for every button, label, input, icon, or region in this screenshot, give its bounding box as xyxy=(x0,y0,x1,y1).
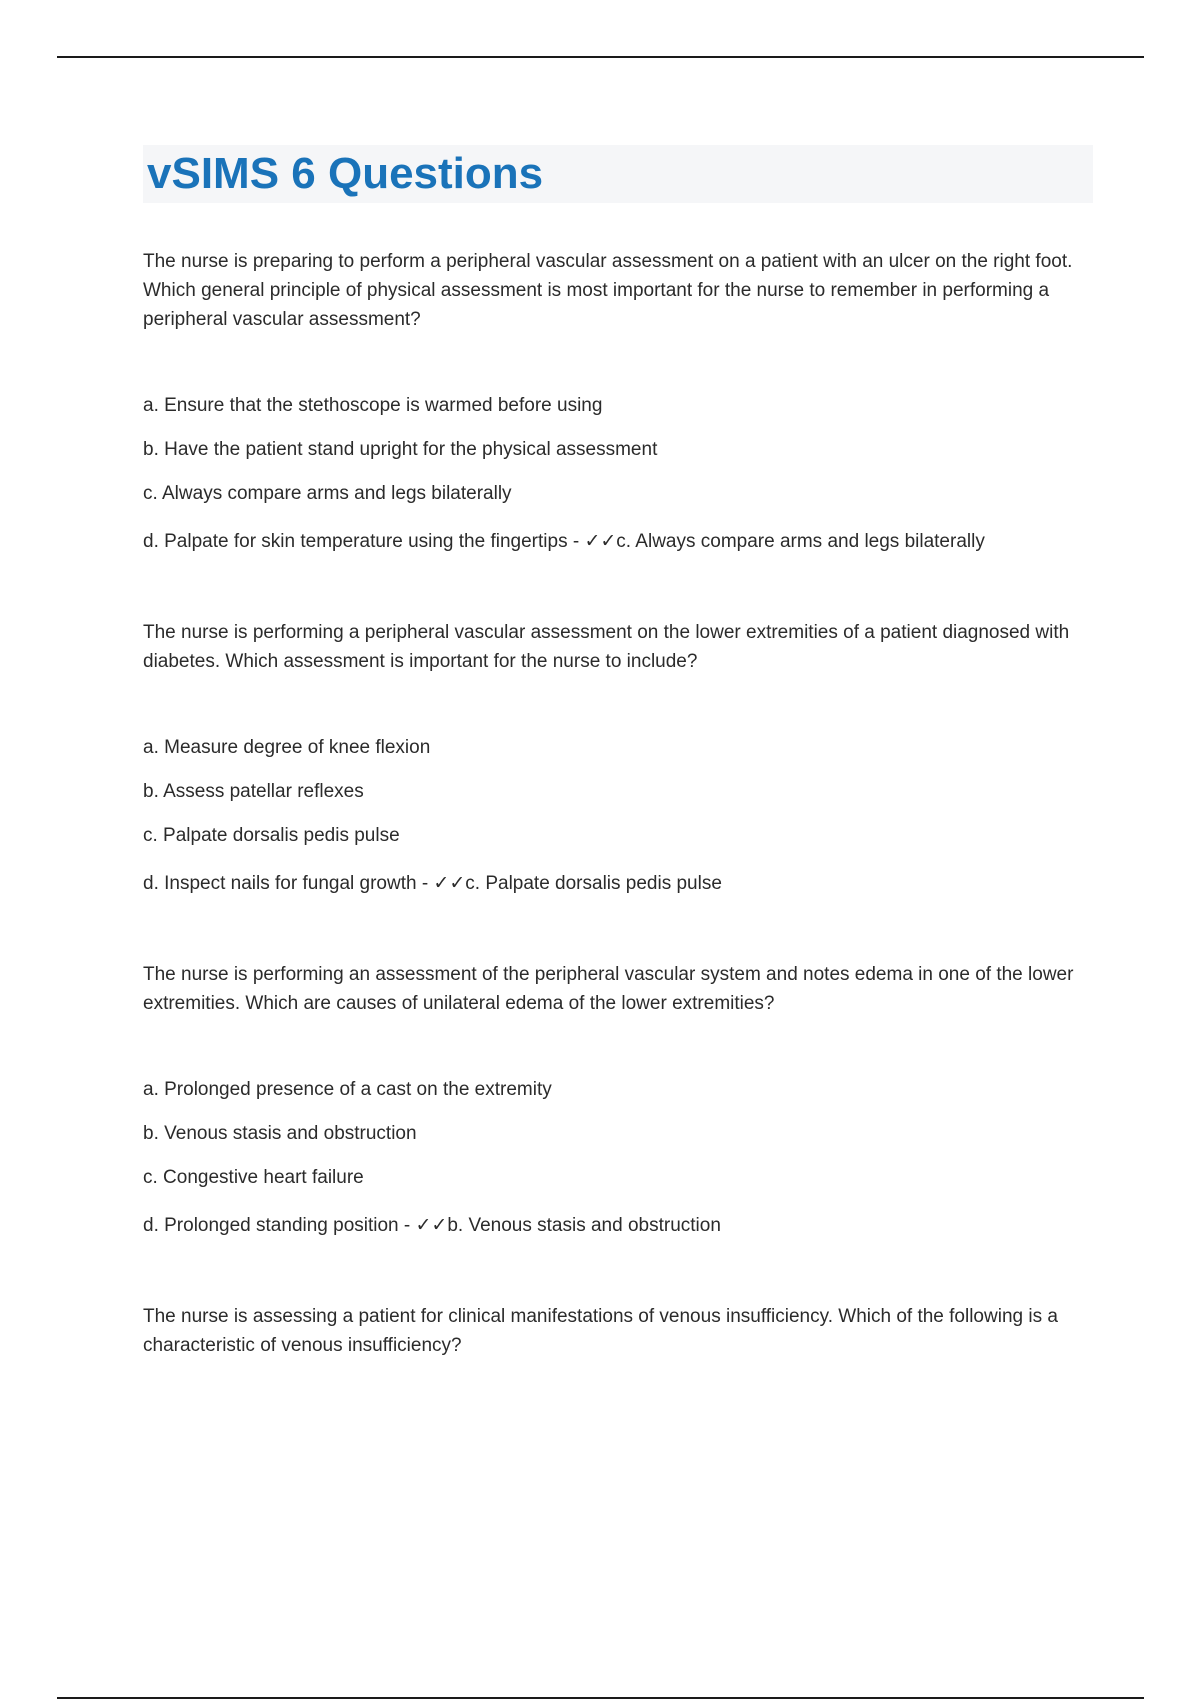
question-text: The nurse is performing a peripheral vascular assessment on the lower extremities of a patient diagnosed with diabetes. Which assessment is important for the nurse to include? xyxy=(143,622,1070,672)
option-b: b. Have the patient stand upright for the physical assessment xyxy=(143,439,658,460)
question-1 xyxy=(143,247,1093,554)
question-text: The nurse is preparing to perform a peripheral vascular assessment on a patient with an ulcer on the right foot. Which general principle of physical assessment is most important for the nurse to remember in performing a peripheral vascular assessment? xyxy=(143,251,1073,330)
page-content xyxy=(143,145,1093,1360)
question-text: The nurse is performing an assessment of the peripheral vascular system and notes edema in one of the lower extremities. Which are causes of unilateral edema of the lower extremities? xyxy=(143,964,1074,1014)
question-2 xyxy=(143,618,1093,896)
option-a: a. Prolonged presence of a cast on the extremity xyxy=(143,1079,552,1100)
option-list xyxy=(143,394,1093,554)
option-a: a. Ensure that the stethoscope is warmed before using xyxy=(143,395,603,416)
option-d-with-answer: d. Palpate for skin temperature using the fingertips - ✓✓c. Always compare arms and legs bilaterally xyxy=(143,531,985,552)
option-list xyxy=(143,1078,1093,1238)
top-rule xyxy=(57,56,1144,58)
option-d-with-answer: d. Prolonged standing position - ✓✓b. Venous stasis and obstruction xyxy=(143,1215,721,1236)
option-a: a. Measure degree of knee flexion xyxy=(143,737,431,758)
question-4 xyxy=(143,1302,1093,1360)
bottom-rule xyxy=(57,1697,1144,1699)
option-d-with-answer: d. Inspect nails for fungal growth - ✓✓c. Palpate dorsalis pedis pulse xyxy=(143,873,722,894)
option-b: b. Venous stasis and obstruction xyxy=(143,1123,417,1144)
option-c: c. Always compare arms and legs bilaterally xyxy=(143,483,512,504)
page-title: vSIMS 6 Questions xyxy=(147,149,544,198)
question-3 xyxy=(143,960,1093,1238)
option-b: b. Assess patellar reflexes xyxy=(143,781,364,802)
option-list xyxy=(143,736,1093,896)
question-text: The nurse is assessing a patient for clinical manifestations of venous insufficiency. Which of the following is a characteristic of venous insufficiency? xyxy=(143,1306,1058,1356)
option-c: c. Palpate dorsalis pedis pulse xyxy=(143,825,400,846)
option-c: c. Congestive heart failure xyxy=(143,1167,364,1188)
title-band xyxy=(143,145,1093,203)
